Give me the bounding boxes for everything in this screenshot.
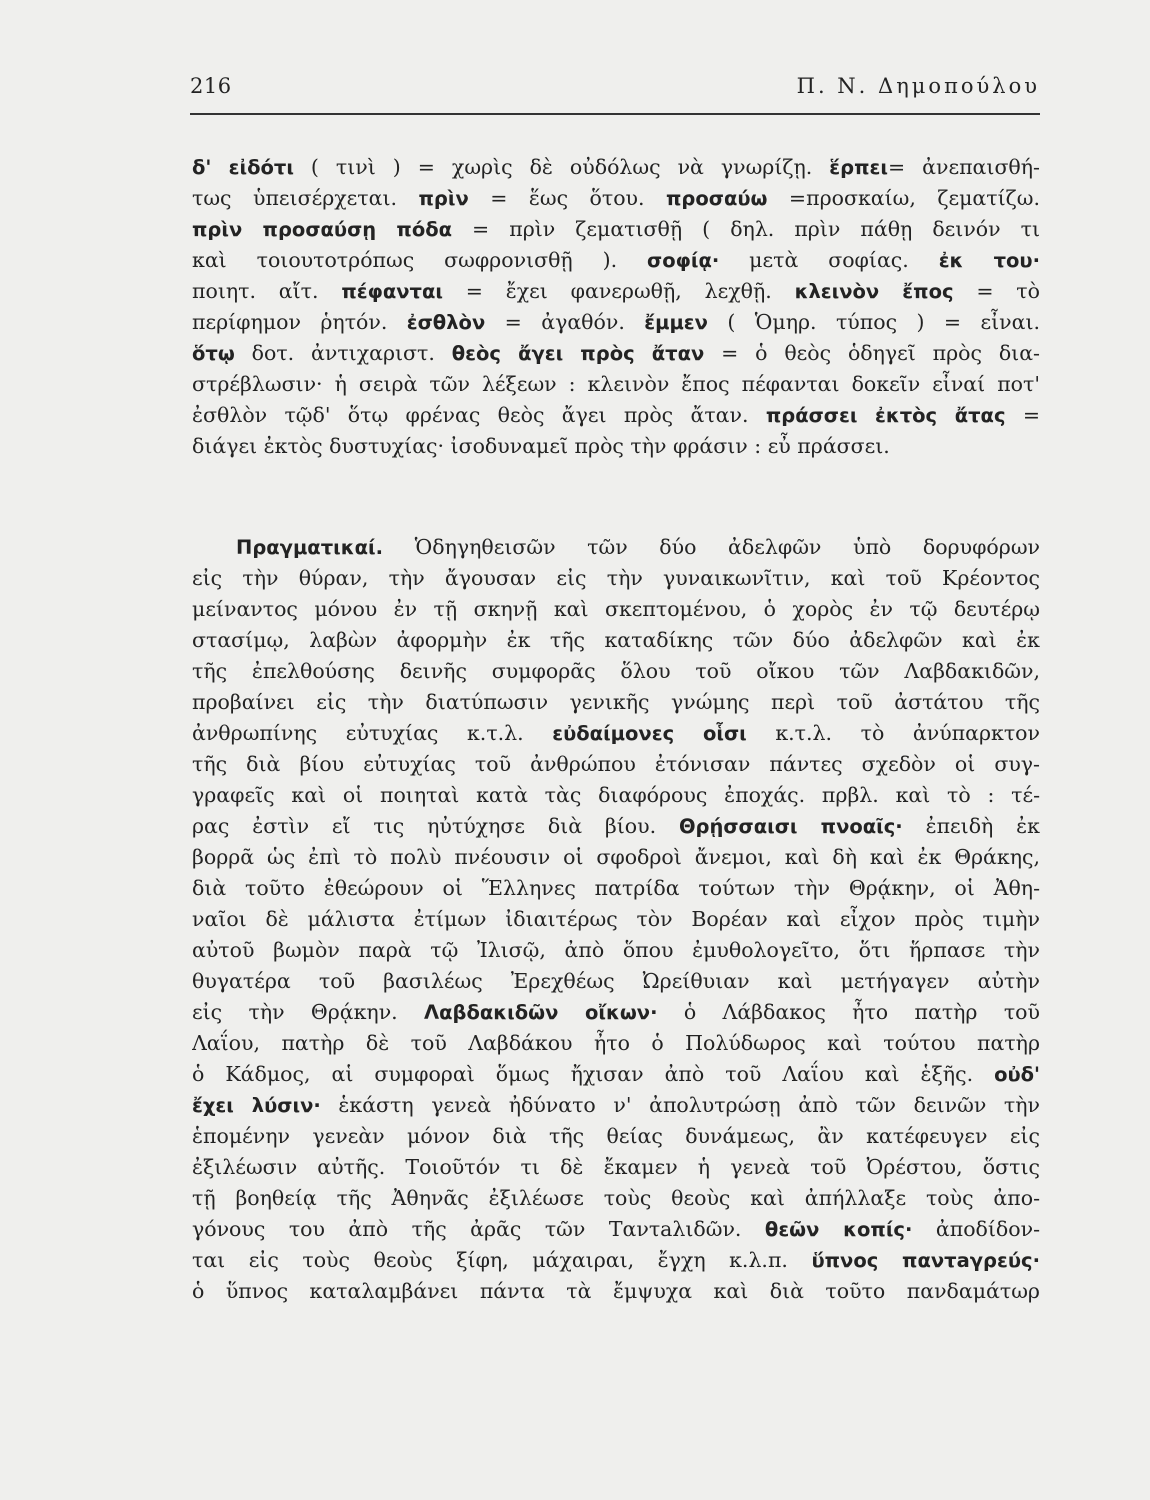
text-line [192, 780, 1040, 811]
lemma: Λαβδακιδῶν οἴκων· [424, 1001, 658, 1024]
text-line [192, 1183, 1040, 1214]
text-run: τῆς ἐπελθούσης δεινῆς συμφορᾶς ὅλου τοῦ οἴκου τῶν Λαβδακιδῶν, [192, 659, 1040, 683]
text-line [192, 811, 1040, 842]
text-line [192, 532, 1040, 563]
text-run: Ὁδηγηθεισῶν τῶν δύο ἀδελφῶν ὑπὸ δορυφόρων [383, 535, 1040, 559]
text-run: βορρᾶ ὡς ἐπὶ τὸ πολὺ πνέουσιν οἱ σφοδροὶ ἄνεμοι, καὶ δὴ καὶ ἐκ Θράκης, [192, 845, 1040, 869]
text-run: = ἔχει φανερωθῇ, λεχθῇ. [442, 279, 795, 303]
lemma: κλεινὸν ἔπος [794, 280, 954, 303]
notes-block [192, 152, 1040, 462]
text-run: ὁ ὕπνος καταλαμβάνει πάντα τὰ ἔμψυχα καὶ διὰ τοῦτο πανδαμάτωρ [192, 1279, 1040, 1303]
lemma: σοφίᾳ· [647, 249, 720, 272]
text-line [192, 245, 1040, 276]
text-run: ἀνθρωπίνης εὐτυχίας κ.τ.λ. [192, 721, 553, 745]
text-run: ἐπειδὴ ἐκ [902, 814, 1040, 838]
text-line [192, 338, 1040, 369]
text-run: ρας ἐστὶν εἴ τις ηὐτύχησε διὰ βίου. [192, 814, 679, 838]
text-run: = ἕως ὅτου. [468, 186, 666, 210]
page-number: 216 [190, 74, 232, 98]
text-line [192, 749, 1040, 780]
lemma: προσαύω [665, 187, 768, 210]
text-run: τῇ βοηθείᾳ τῆς Ἀθηνᾶς ἐξιλέωσε τοὺς θεοὺς καὶ ἀπήλλαξε τοὺς ἀπο- [192, 1186, 1040, 1210]
text-line [192, 966, 1040, 997]
text-line [192, 1276, 1040, 1307]
header-rule [190, 113, 1040, 115]
lemma: Θρῄσσαισι πνοαῖς· [678, 815, 903, 838]
text-run: μετὰ σοφίας. [719, 248, 939, 272]
lemma: πρὶν προσαύσῃ πόδα [192, 218, 453, 241]
lemma: οὐδ' [994, 1063, 1040, 1086]
text-run: = ἀνεπαισθή- [888, 155, 1040, 179]
text-run: διὰ τοῦτο ἐθεώρουν οἱ Ἕλληνες πατρίδα τούτων τὴν Θρᾴκην, οἱ Ἀθη- [192, 876, 1040, 900]
text-line [192, 1059, 1040, 1090]
text-line [192, 935, 1040, 966]
text-run: διάγει ἐκτὸς δυστυχίας· ἰσοδυναμεῖ πρὸς τὴν φράσιν : εὖ πράσσει. [192, 434, 890, 458]
text-line [192, 152, 1040, 183]
running-head: Π. Ν. Δημοπούλου [796, 74, 1040, 98]
text-run: = ἀγαθόν. [485, 310, 645, 334]
commentary-block [192, 532, 1040, 1307]
text-line [192, 400, 1040, 431]
text-line [192, 625, 1040, 656]
text-run: = πρὶν ζεματισθῇ ( δηλ. πρὶν πάθῃ δεινόν τι [452, 217, 1040, 241]
lemma: πράσσει ἐκτὸς ἄτας [765, 404, 1006, 427]
lemma: ἔμμεν [644, 311, 708, 334]
text-line [192, 307, 1040, 338]
text-run: ( Ὁμηρ. τύπος ) = εἶναι. [707, 310, 1040, 334]
text-run: θυγατέρα τοῦ βασιλέως Ἐρεχθέως Ὠρείθυιαν καὶ μετήγαγεν αὐτὴν [192, 969, 1040, 993]
text-run: ποιητ. αἴτ. [192, 279, 342, 303]
text-line [192, 1152, 1040, 1183]
text-run: ἐσθλὸν τῷδ' ὅτῳ φρένας θεὸς ἄγει πρὸς ἄταν. [192, 403, 766, 427]
lemma: πέφανται [341, 280, 443, 303]
lemma: θεῶν κοπίς· [764, 1218, 913, 1241]
text-run: ἐξιλέωσιν αὐτῆς. Τοιοῦτόν τι δὲ ἔκαμεν ἡ γενεὰ τοῦ Ὀρέστου, ὅστις [192, 1155, 1040, 1179]
text-run: ἑπομένην γενεὰν μόνον διὰ τῆς θείας δυνάμεως, ἂν κατέφευγεν εἰς [192, 1124, 1040, 1148]
text-run: προβαίνει εἰς τὴν διατύπωσιν γενικῆς γνώμης περὶ τοῦ ἀστάτου τῆς [192, 690, 1040, 714]
text-run: εἰς τὴν θύραν, τὴν ἄγουσαν εἰς τὴν γυναικωνῖτιν, καὶ τοῦ Κρέοντος [192, 566, 1040, 590]
text-line [192, 214, 1040, 245]
text-line [192, 369, 1040, 400]
lemma: δ' εἰδότι [192, 156, 294, 179]
text-run: αὐτοῦ βωμὸν παρὰ τῷ Ἰλισῷ, ἀπὸ ὅπου ἐμυθολογεῖτο, ὅτι ἥρπασε τὴν [192, 938, 1040, 962]
text-run: γραφεῖς καὶ οἱ ποιηταὶ κατὰ τὰς διαφόρους ἐποχάς. πρβλ. καὶ τὸ : τέ- [192, 783, 1040, 807]
text-run: δοτ. ἀντιχαριστ. [234, 341, 452, 365]
text-line [192, 183, 1040, 214]
text-line [192, 1214, 1040, 1245]
text-run: καὶ τοιουτοτρόπως σωφρονισθῇ ). [192, 248, 648, 272]
text-run: ται εἰς τοὺς θεοὺς ξίφη, μάχαιραι, ἔγχη κ.λ.π. [192, 1248, 812, 1272]
text-line [192, 1028, 1040, 1059]
lemma: θεὸς ἄγει πρὸς ἄταν [451, 342, 705, 365]
text-run: ὁ Κάδμος, αἱ συμφοραὶ ὅμως ἤχισαν ἀπὸ τοῦ Λαΐου καὶ ἑξῆς. [192, 1062, 995, 1086]
text-run: ὁ Λάβδακος ἦτο πατὴρ τοῦ [657, 1000, 1040, 1024]
text-run: τῆς διὰ βίου εὐτυχίας τοῦ ἀνθρώπου ἐτόνισαν πάντες σχεδὸν οἱ συγ- [192, 752, 1040, 776]
text-line [192, 656, 1040, 687]
text-run: γόνους του ἀπὸ τῆς ἀρᾶς τῶν Ταντaλιδῶν. [192, 1217, 765, 1241]
text-run: στασίμῳ, λαβὼν ἀφορμὴν ἐκ τῆς καταδίκης τῶν δύο ἀδελφῶν καὶ ἐκ [192, 628, 1040, 652]
text-line [192, 718, 1040, 749]
lemma: ἔχει λύσιν· [192, 1094, 321, 1117]
lemma: ἕρπει [829, 156, 888, 179]
text-run: εἰς τὴν Θρᾴκην. [192, 1000, 425, 1024]
lemma: ὅτῳ [192, 342, 235, 365]
text-line [192, 276, 1040, 307]
page-header [190, 74, 1040, 104]
text-line [192, 687, 1040, 718]
text-line [192, 563, 1040, 594]
lemma: ἐκ του· [938, 249, 1040, 272]
text-run: ἀποδίδον- [912, 1217, 1040, 1241]
text-line [192, 594, 1040, 625]
text-run: =προσκαίω, ζεματίζω. [767, 186, 1040, 210]
lemma: ἐσθλὸν [406, 311, 486, 334]
text-run: στρέβλωσιν· ἡ σειρὰ τῶν λέξεων : κλεινὸν ἔπος πέφανται δοκεῖν εἶναί ποτ' [192, 372, 1040, 396]
lemma: Πραγματικαί. [236, 536, 384, 559]
text-line [192, 1245, 1040, 1276]
text-line [192, 997, 1040, 1028]
text-run: = τὸ [953, 279, 1040, 303]
text-run: περίφημον ῥητόν. [192, 310, 407, 334]
lemma: ὕπνος παντaγρεύς· [811, 1249, 1040, 1272]
text-run: ναῖοι δὲ μάλιστα ἐτίμων ἰδιαιτέρως τὸν Βορέαν καὶ εἶχον πρὸς τιμὴν [192, 907, 1040, 931]
text-line [192, 1121, 1040, 1152]
text-run: Λαΐου, πατὴρ δὲ τοῦ Λαβδάκου ἦτο ὁ Πολύδωρος καὶ τούτου πατὴρ [192, 1031, 1040, 1055]
text-run: = [1005, 403, 1040, 427]
text-run: τως ὑπεισέρχεται. [192, 186, 419, 210]
text-line [192, 431, 1040, 462]
text-line [192, 873, 1040, 904]
text-run: = ὁ θεὸς ὁδηγεῖ πρὸς δια- [704, 341, 1040, 365]
text-line [192, 1090, 1040, 1121]
lemma: εὐδαίμονες οἷσι [552, 722, 747, 745]
lemma: πρὶν [418, 187, 469, 210]
text-run: ἑκάστη γενεὰ ἠδύνατο ν' ἀπολυτρώσῃ ἀπὸ τῶν δεινῶν τὴν [320, 1093, 1040, 1117]
text-line [192, 842, 1040, 873]
text-run: μείναντος μόνου ἐν τῇ σκηνῇ καὶ σκεπτομένου, ὁ χορὸς ἐν τῷ δευτέρῳ [192, 597, 1040, 621]
text-line [192, 904, 1040, 935]
text-run: κ.τ.λ. τὸ ἀνύπαρκτον [746, 721, 1040, 745]
text-run: ( τινὶ ) = χωρὶς δὲ οὐδόλως νὰ γνωρίζῃ. [293, 155, 830, 179]
